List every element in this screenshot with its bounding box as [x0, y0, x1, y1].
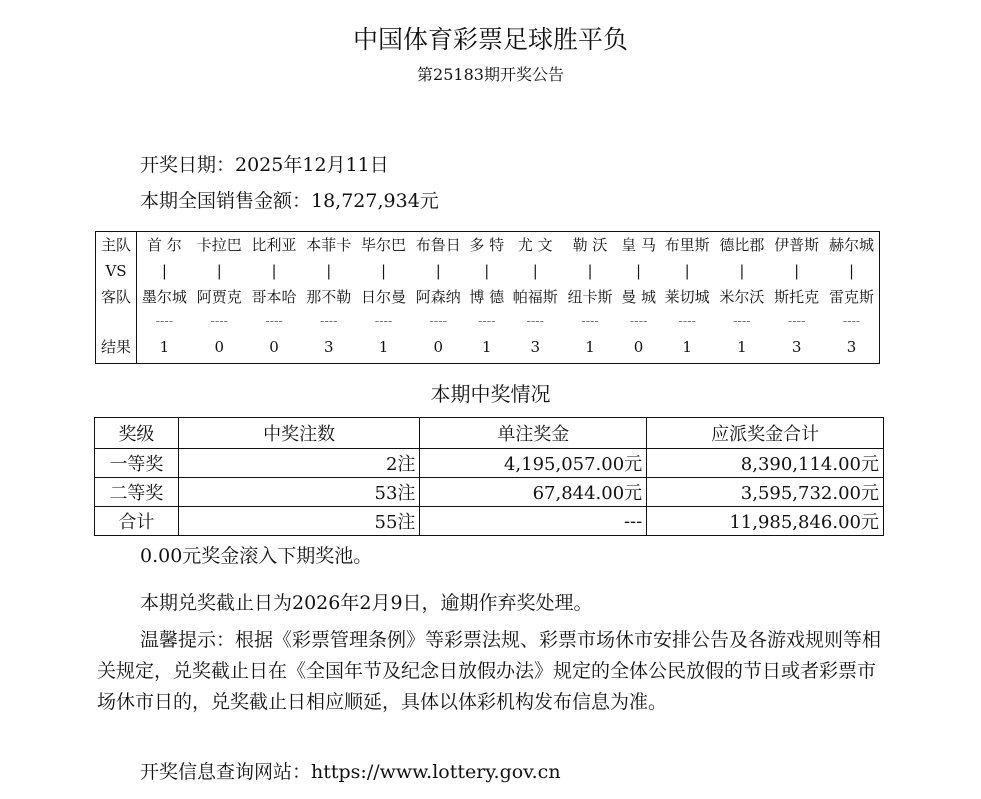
vs-separator: | — [684, 261, 690, 280]
prize-heading: 本期中奖情况 — [430, 382, 551, 406]
prize-header-row — [95, 418, 884, 449]
dash-divider: ---- — [374, 313, 393, 329]
home-team: 本菲卡 — [306, 235, 352, 254]
away-label: 客队 — [96, 284, 137, 310]
match-result: 0 — [269, 338, 279, 356]
home-team: 尤 文 — [517, 235, 553, 254]
home-team: 多 特 — [469, 235, 505, 254]
vs-separator: | — [161, 261, 167, 280]
winner-count: 53注 — [178, 478, 420, 507]
home-team: 比利亚 — [251, 235, 297, 254]
home-team: 赫尔城 — [828, 235, 874, 254]
table-row — [95, 478, 884, 507]
dash-divider: ---- — [477, 313, 496, 329]
match-result: 1 — [682, 338, 692, 356]
prize-level: 一等奖 — [95, 449, 179, 478]
column-header-count: 中奖注数 — [178, 418, 420, 449]
dash-divider: ---- — [629, 313, 648, 329]
match-result: 0 — [633, 338, 644, 356]
home-team: 伊普斯 — [774, 235, 820, 254]
website-line: 开奖信息查询网站：https://www.lottery.gov.cn — [140, 761, 561, 783]
match-result: 0 — [433, 338, 443, 356]
vs-label: VS — [96, 258, 137, 284]
vs-separator: | — [739, 261, 745, 280]
unit-prize: 67,844.00元 — [420, 478, 647, 507]
away-team: 墨尔城 — [141, 287, 187, 306]
dash-divider: ---- — [210, 313, 229, 329]
vs-separator: | — [794, 261, 800, 280]
table-row — [95, 449, 884, 478]
winner-count: 55注 — [178, 507, 420, 536]
dash-divider: ---- — [265, 313, 283, 329]
vs-separator: | — [435, 261, 441, 280]
away-team: 日尔曼 — [360, 287, 406, 306]
away-team: 阿贾克 — [196, 287, 242, 306]
vs-separator: | — [484, 261, 490, 280]
unit-prize: --- — [420, 507, 647, 536]
vs-row — [96, 258, 880, 284]
dash-divider: ---- — [429, 313, 448, 329]
column-header-level: 奖级 — [95, 418, 179, 449]
divider-row — [96, 310, 880, 332]
dash-divider: ---- — [842, 313, 861, 329]
vs-separator: | — [587, 261, 593, 280]
away-team: 阿森纳 — [415, 287, 461, 306]
home-team: 毕尔巴 — [360, 235, 406, 254]
dash-divider: ---- — [678, 313, 696, 329]
vs-separator: | — [636, 261, 642, 280]
divider-spacer — [96, 310, 137, 332]
column-header-total-prize: 应派奖金合计 — [647, 418, 884, 449]
dash-divider: ---- — [319, 313, 338, 329]
away-team: 帕福斯 — [512, 287, 558, 306]
sales-amount: 本期全国销售金额：18,727,934元 — [140, 190, 439, 212]
home-label: 主队 — [96, 232, 137, 259]
dash-divider: ---- — [787, 313, 806, 329]
vs-separator: | — [848, 261, 855, 280]
home-team: 首 尔 — [147, 235, 182, 254]
result-row — [96, 332, 880, 364]
away-team: 哥本哈 — [251, 287, 297, 306]
away-team: 曼 城 — [621, 287, 656, 306]
vs-separator: | — [271, 261, 277, 280]
away-team-row — [96, 284, 880, 310]
result-label: 结果 — [96, 332, 137, 364]
home-team: 布里斯 — [664, 235, 710, 254]
total-prize: 11,985,846.00元 — [647, 507, 884, 536]
dash-divider: ---- — [733, 313, 751, 329]
away-team: 莱切城 — [664, 287, 710, 306]
match-result: 3 — [791, 338, 802, 356]
away-team: 斯托克 — [774, 287, 820, 306]
tip-paragraph: 温馨提示：根据《彩票管理条例》等彩票法规、彩票市场休市安排公告及各游戏规则等相关规定，兑奖截止日在《全国年节及纪念日放假办法》规定的全体公民放假的节日或者彩票市场休市日的，兑奖截止日相应顺延，具体以体彩机构发布信息为准。 — [97, 629, 882, 713]
vs-separator: | — [532, 261, 538, 280]
home-team: 卡拉巴 — [196, 235, 242, 254]
prize-table — [94, 417, 884, 536]
vs-separator: | — [326, 261, 332, 280]
match-results-table — [95, 231, 880, 364]
away-team: 雷克斯 — [828, 287, 874, 306]
home-team: 布鲁日 — [415, 235, 461, 254]
deadline-note: 本期兑奖截止日为2026年2月9日，逾期作弃奖处理。 — [140, 592, 593, 614]
match-result: 1 — [481, 338, 492, 356]
dash-divider: ---- — [581, 313, 599, 329]
total-prize: 3,595,732.00元 — [647, 478, 884, 507]
match-result: 3 — [323, 338, 334, 356]
column-header-unit-prize: 单注奖金 — [420, 418, 647, 449]
table-row — [95, 507, 884, 536]
page-title: 中国体育彩票足球胜平负 — [352, 25, 628, 54]
pool-note: 0.00元奖金滚入下期奖池。 — [140, 545, 373, 567]
match-result: 3 — [846, 338, 857, 356]
match-result: 1 — [159, 338, 170, 356]
away-team: 博 德 — [469, 287, 505, 306]
unit-prize: 4,195,057.00元 — [420, 449, 647, 478]
home-team: 勒 沃 — [572, 235, 608, 254]
match-result: 1 — [378, 338, 389, 356]
home-team-row — [96, 232, 880, 259]
vs-separator: | — [216, 261, 222, 280]
match-result: 0 — [214, 338, 224, 356]
match-result: 3 — [530, 338, 541, 356]
match-result: 1 — [585, 338, 595, 356]
vs-separator: | — [380, 261, 387, 280]
draw-date: 开奖日期：2025年12月11日 — [140, 154, 389, 176]
total-prize: 8,390,114.00元 — [647, 449, 884, 478]
match-result: 1 — [737, 338, 747, 356]
away-team: 那不勒 — [306, 287, 352, 306]
issue-subtitle: 第25183期开奖公告 — [417, 65, 564, 84]
dash-divider: ---- — [155, 313, 174, 329]
home-team: 皇 马 — [621, 235, 656, 254]
away-team: 米尔沃 — [719, 287, 765, 306]
dash-divider: ---- — [526, 313, 545, 329]
prize-level: 合计 — [95, 507, 179, 536]
away-team: 纽卡斯 — [567, 287, 613, 306]
prize-level: 二等奖 — [95, 478, 179, 507]
home-team: 德比郡 — [719, 235, 765, 254]
winner-count: 2注 — [178, 449, 420, 478]
